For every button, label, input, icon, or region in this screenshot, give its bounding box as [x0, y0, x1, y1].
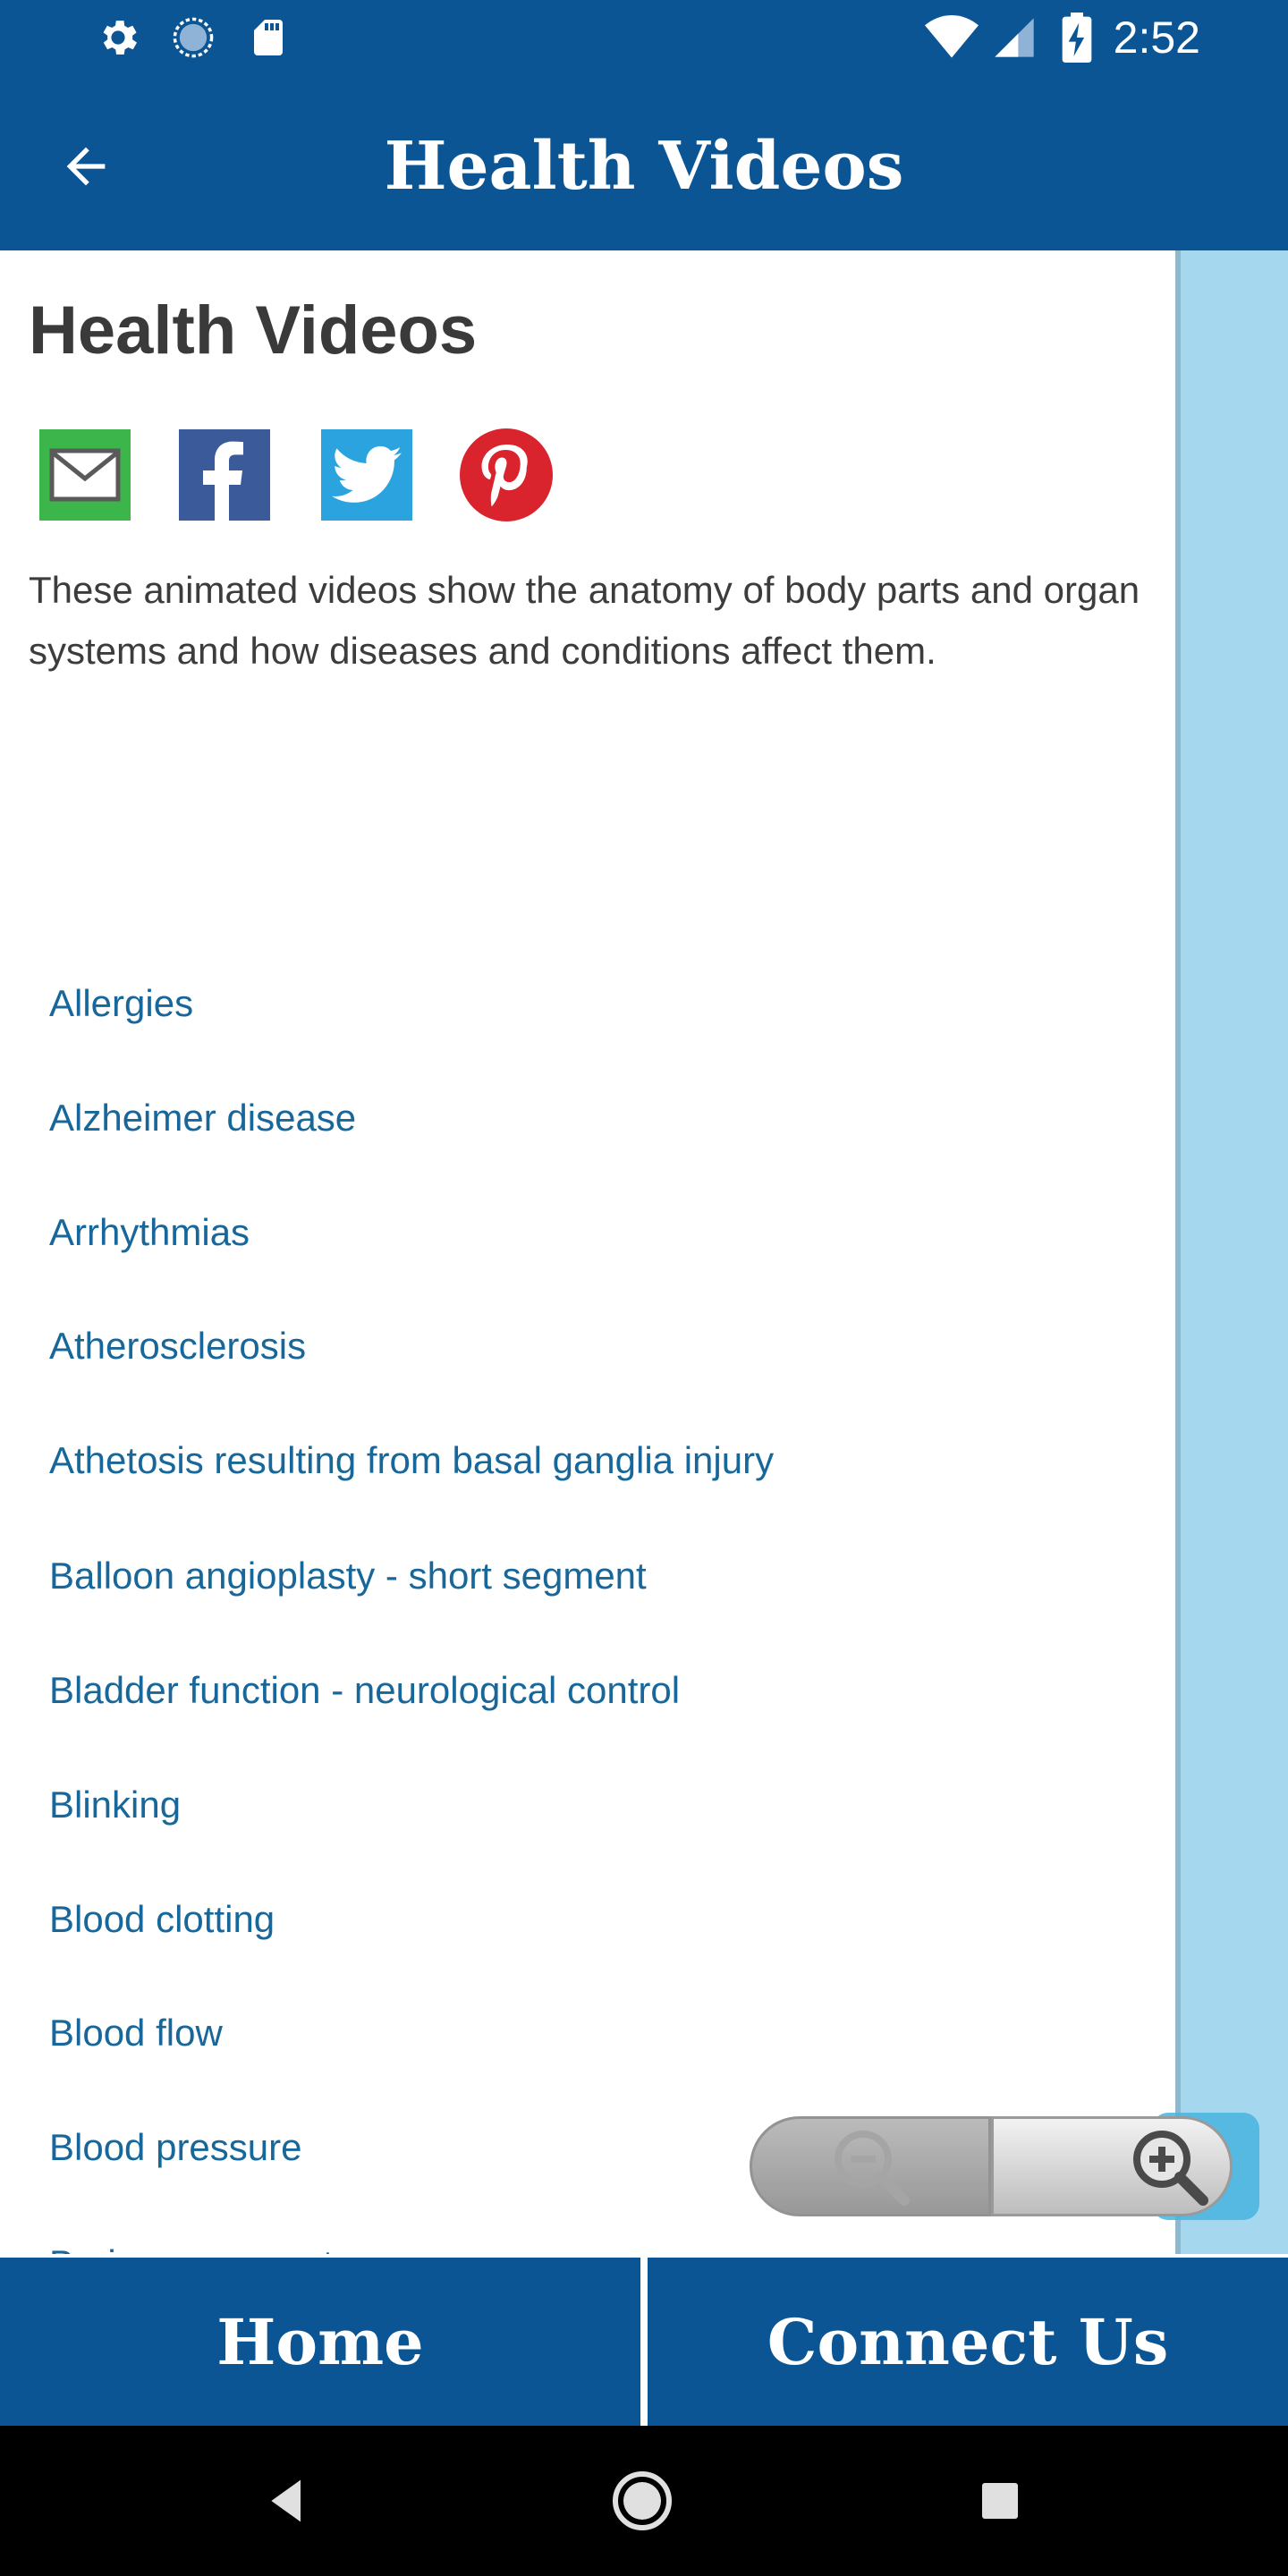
status-time: 2:52: [1113, 13, 1200, 63]
signal-icon: [989, 13, 1039, 63]
page-heading: Health Videos: [29, 292, 478, 369]
bottom-nav: [0, 2254, 1288, 2426]
circle-home-icon: [610, 2469, 674, 2533]
video-link-blood-pressure[interactable]: Blood pressure: [49, 2126, 302, 2168]
home-button[interactable]: Home: [216, 2304, 424, 2379]
square-recents-icon: [979, 2479, 1021, 2522]
app-title: Health Videos: [384, 128, 904, 205]
video-link-athetosis[interactable]: Athetosis resulting from basal ganglia injury: [49, 1439, 775, 1481]
video-link-allergies[interactable]: Allergies: [49, 982, 194, 1024]
video-link-bladder-function[interactable]: Bladder function - neurological control: [49, 1669, 681, 1711]
video-link-alzheimer-disease[interactable]: Alzheimer disease: [49, 1097, 357, 1139]
app-bar: [0, 77, 1288, 250]
facebook-share-button[interactable]: [179, 429, 270, 521]
pinterest-share-button[interactable]: [461, 429, 552, 521]
email-icon: [49, 448, 121, 502]
zoom-out-button[interactable]: [750, 2116, 991, 2216]
video-link-blood-clotting[interactable]: Blood clotting: [49, 1898, 275, 1940]
nav-divider: [640, 2258, 648, 2426]
battery-charging-icon: [1052, 13, 1102, 63]
email-share-button[interactable]: [39, 429, 131, 521]
video-link-blood-flow[interactable]: Blood flow: [49, 2012, 223, 2054]
zoom-control: [750, 2116, 1261, 2216]
sd-card-icon: [243, 13, 293, 63]
video-link-arrhythmias[interactable]: Arrhythmias: [49, 1211, 250, 1253]
wifi-icon: [927, 13, 977, 63]
system-back-button[interactable]: [250, 2463, 326, 2538]
video-link-blinking[interactable]: Blinking: [49, 1784, 182, 1826]
video-link-atherosclerosis[interactable]: Atherosclerosis: [49, 1325, 307, 1367]
connect-us-button[interactable]: Connect Us: [767, 2304, 1169, 2379]
side-strip: [1175, 250, 1288, 2254]
system-recents-button[interactable]: [962, 2463, 1038, 2538]
zoom-in-button[interactable]: [991, 2116, 1233, 2216]
gear-icon: [93, 13, 143, 63]
pinterest-icon: [460, 428, 553, 521]
zoom-out-icon: [827, 2123, 913, 2209]
triangle-back-icon: [263, 2476, 313, 2526]
twitter-icon: [332, 445, 402, 504]
content-panel: [0, 250, 1175, 2254]
sync-icon: [168, 13, 218, 63]
system-home-button[interactable]: [605, 2463, 680, 2538]
system-nav-bar: [0, 2426, 1288, 2576]
video-link-balloon-angioplasty[interactable]: Balloon angioplasty - short segment: [49, 1555, 647, 1597]
facebook-icon: [179, 429, 270, 521]
status-bar: [0, 0, 1288, 77]
intro-text: These animated videos show the anatomy of body parts and organ systems and how diseases and conditions affect them.: [29, 569, 1140, 672]
twitter-share-button[interactable]: [321, 429, 412, 521]
zoom-in-icon: [1126, 2123, 1212, 2209]
